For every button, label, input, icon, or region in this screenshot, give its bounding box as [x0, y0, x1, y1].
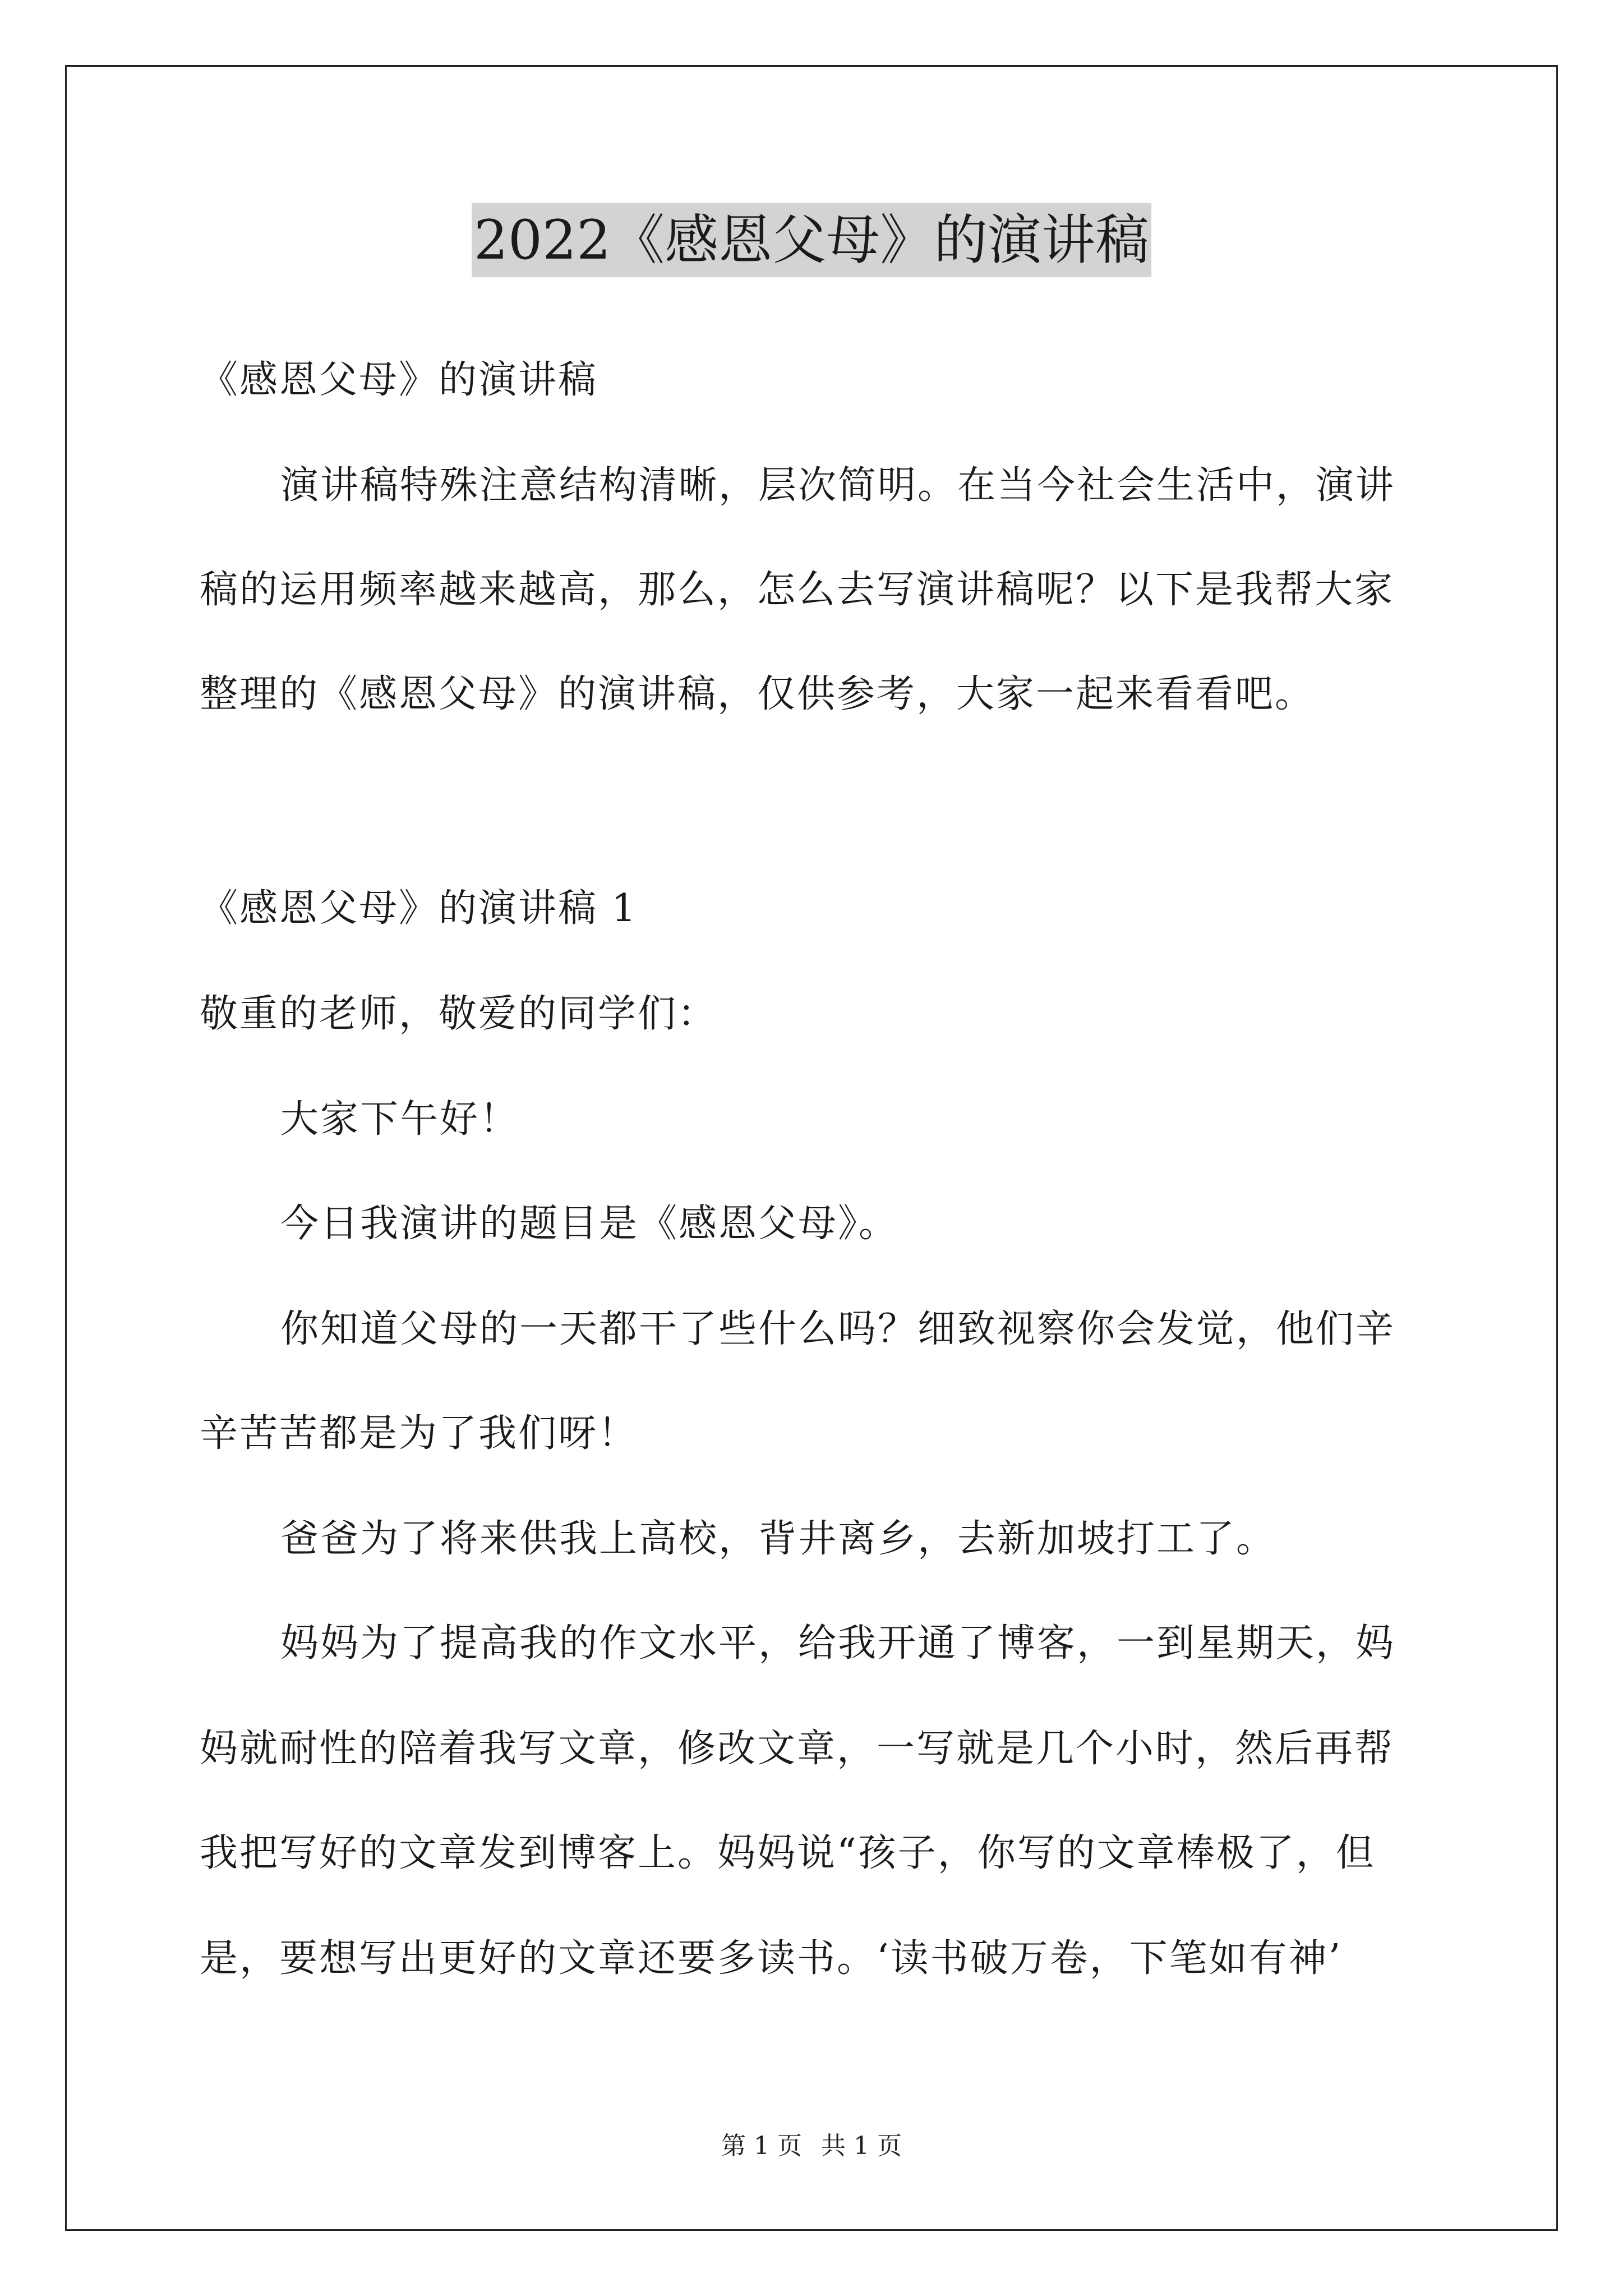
paragraph-line: 今日我演讲的题目是《感恩父母》。 [280, 1202, 899, 1246]
paragraph-line: 稿的运用频率越来越高，那么，怎么去写演讲稿呢？以下是我帮大家 [200, 568, 1395, 612]
paragraph-line: 我把写好的文章发到博客上。妈妈说“孩子，你写的文章棒极了，但 [200, 1831, 1376, 1875]
paragraph-line: 辛苦苦都是为了我们呀！ [200, 1411, 638, 1456]
paragraph-line: 整理的《感恩父母》的演讲稿，仅供参考，大家一起来看看吧。 [200, 672, 1315, 716]
title-container [0, 203, 1623, 277]
paragraph-line: 爸爸为了将来供我上高校，背井离乡，去新加坡打工了。 [280, 1517, 1276, 1561]
paragraph-line: 是，要想写出更好的文章还要多读书。‘读书破万卷，下笔如有神’ [200, 1936, 1343, 1981]
document-title: 2022《感恩父母》的演讲稿 [472, 203, 1151, 277]
paragraph-line: 你知道父母的一天都干了些什么吗？细致视察你会发觉，他们辛 [280, 1307, 1396, 1351]
salutation-line: 敬重的老师，敬爱的同学们： [200, 992, 718, 1036]
subtitle-line: 《感恩父母》的演讲稿 [200, 358, 598, 402]
paragraph-line: 大家下午好！ [280, 1097, 520, 1142]
page-footer [0, 2129, 1623, 2163]
page-total: 共 1 页 [821, 2132, 902, 2160]
paragraph-line: 妈妈为了提高我的作文水平，给我开通了博客，一到星期天，妈 [280, 1621, 1396, 1665]
section-heading: 《感恩父母》的演讲稿 1 [200, 886, 638, 931]
paragraph-line: 妈就耐性的陪着我写文章，修改文章，一写就是几个小时，然后再帮 [200, 1727, 1395, 1771]
page-number: 第 1 页 [721, 2132, 802, 2160]
paragraph-line: 演讲稿特殊注意结构清晰，层次简明。在当今社会生活中，演讲 [280, 463, 1396, 508]
